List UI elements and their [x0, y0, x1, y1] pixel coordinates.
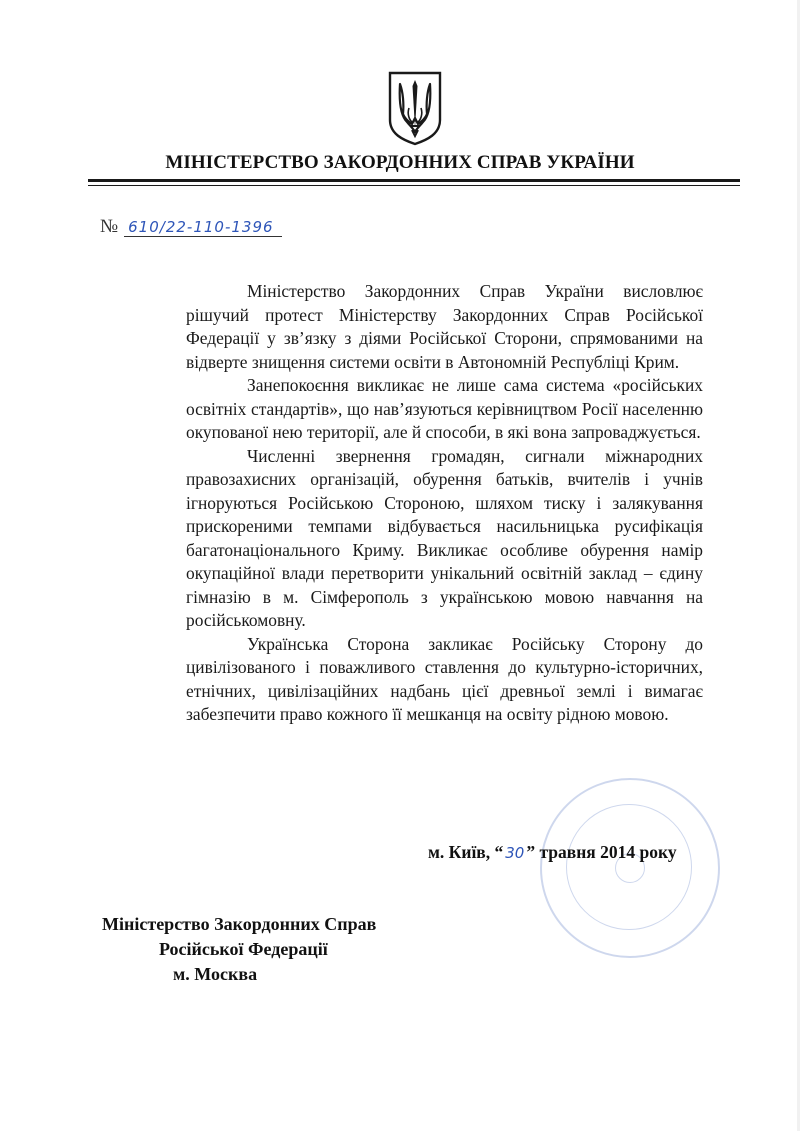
- paragraph-3: Численні звернення громадян, сигнали міжнародних правозахисних організацій, обурення батьків, вчителів і учнів ігноруються Російською Стороною, шляхом тиску і залякування прискореними темпами відбувається насильницька русифікація багатонаціонального Криму. Викликає особливе обурення намір окупаційної влади перетворити унікальний освітній заклад – єдину гімназію в м. Сімферополь з українською мовою навчання на російськомовну.: [186, 445, 703, 630]
- addressee-line-3: м. Москва: [173, 964, 258, 984]
- header-rule-thin: [88, 185, 740, 186]
- paragraph-2: Занепокоєння викликає не лише сама система «російських освітніх стандартів», що нав’язуються керівництвом Росії населенню окупованої нею території, але й способи, в які вона запроваджується.: [186, 375, 703, 442]
- seal-inner-ring: [566, 804, 692, 930]
- addressee-block: [102, 912, 402, 987]
- addressee-line-1: Міністерство Закордонних Справ: [102, 914, 377, 934]
- paragraph-4: Українська Сторона закликає Російську Сторону до цивілізованого і поважливого ставлення до культурно-історичних, етнічних, цивілізаційних надбань цієї древньої землі і вимагає забезпечити право кожного її мешканця на освіту рідною мовою.: [186, 633, 703, 724]
- place-date: [428, 842, 677, 863]
- paragraph-1: Міністерство Закордонних Справ України висловлює рішучий протест Міністерству Закордонних Справ Російської Федерації у зв’язку з діями Російської Сторони, спрямованими на відверте знищення системи освіти в Автономній Республіці Крим.: [186, 281, 703, 372]
- registration-line: [100, 216, 282, 242]
- official-seal-icon: [540, 778, 720, 958]
- letter-body: [186, 280, 703, 727]
- date-day: 30: [505, 844, 525, 862]
- trident-emblem-icon: [387, 70, 443, 146]
- addressee-line-2: Російської Федерації: [159, 939, 328, 959]
- registration-label: №: [100, 216, 119, 237]
- place-date-prefix: м. Київ, “: [428, 842, 504, 862]
- header-rule-thick: [88, 179, 740, 182]
- place-date-suffix: ” травня 2014 року: [526, 842, 677, 862]
- registration-number: 610/22-110-1396: [124, 218, 282, 237]
- ministry-title: МІНІСТЕРСТВО ЗАКОРДОННИХ СПРАВ УКРАЇНИ: [165, 152, 635, 173]
